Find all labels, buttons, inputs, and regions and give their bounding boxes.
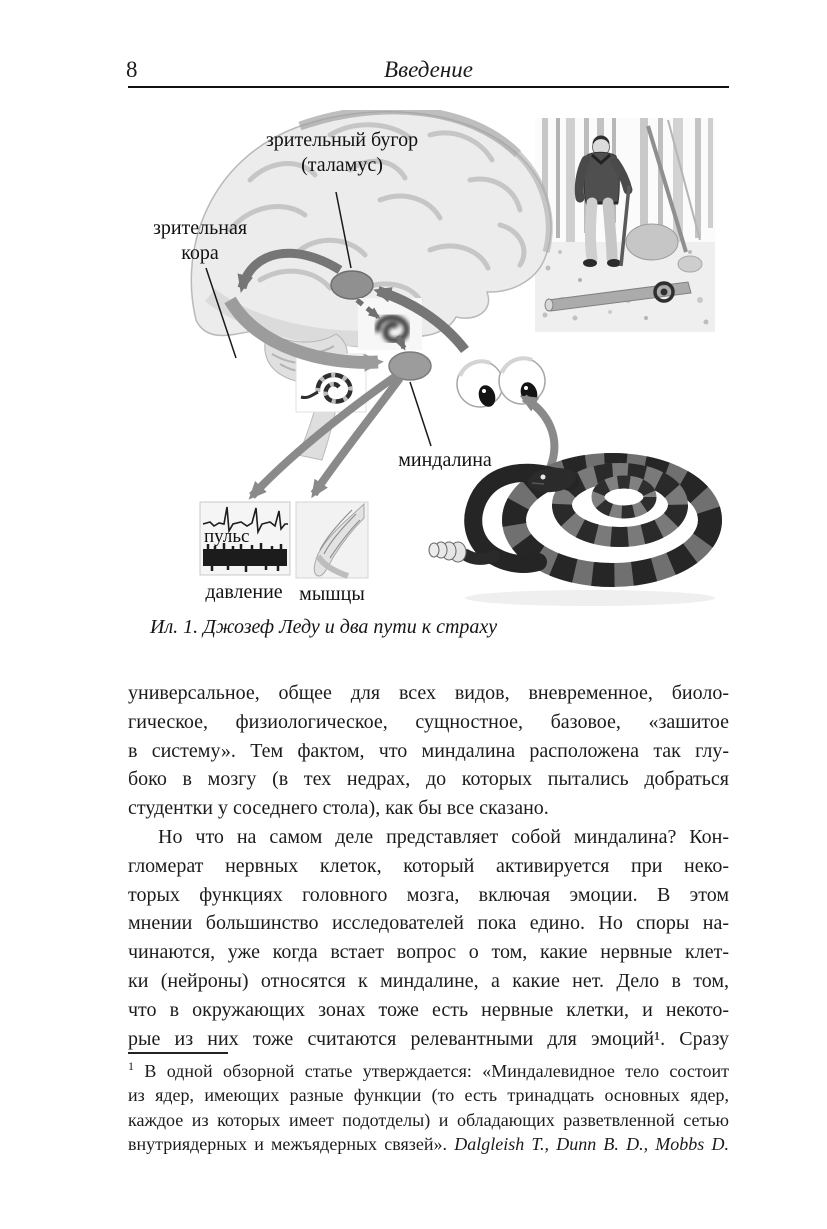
snake-rattle bbox=[429, 542, 466, 562]
figure-illustration bbox=[0, 110, 827, 622]
label-muscles: мышцы bbox=[299, 583, 365, 605]
text-line: рые из них тоже считаются релевантными для эмоций¹. Сразу bbox=[128, 1027, 729, 1050]
thalamus-node bbox=[331, 271, 373, 299]
footnote-line bbox=[128, 1083, 729, 1107]
rock bbox=[626, 224, 678, 260]
footnote-citation: Dalgleish T., Dunn B. D., Mobbs D. bbox=[454, 1134, 729, 1155]
body-text bbox=[128, 679, 729, 1053]
arrow-snake-to-eyes bbox=[524, 398, 554, 468]
text-line: Но что на самом деле представляет собой миндалина? Кон- bbox=[158, 825, 729, 848]
paragraph bbox=[128, 679, 729, 823]
label-visual-cortex-line1: зрительная bbox=[152, 217, 248, 239]
small-rock bbox=[678, 256, 702, 272]
label-pulse: пульс bbox=[204, 526, 250, 547]
text-line: торых функциях головного мозга, включая эмоции. В этом bbox=[128, 883, 729, 906]
text-line: боко в мозгу (в тех недрах, до которых пытались добраться bbox=[128, 768, 729, 791]
text-line: чинаются, уже когда встает вопрос о том, какие нервные клет- bbox=[128, 941, 729, 964]
text-line: универсальное, общее для всех видов, вневременное, биоло- bbox=[128, 682, 729, 704]
figure-caption: Ил. 1. Джозеф Леду и два пути к страху bbox=[150, 616, 498, 638]
forest-scene-illustration bbox=[535, 118, 715, 332]
text-line: студентки у соседнего стола), как бы все сказано. bbox=[128, 797, 549, 820]
footnote-line bbox=[128, 1132, 729, 1156]
header-title: Введение bbox=[384, 57, 473, 82]
label-visual-cortex bbox=[142, 216, 258, 266]
text-line: гломерат нервных клеток, который активируется при неко- bbox=[128, 854, 729, 877]
leader-line-amygdala bbox=[410, 382, 431, 446]
text-line: мнении большинство исследователей пока едино. Но споры на- bbox=[128, 912, 729, 935]
muscle-box bbox=[296, 502, 368, 578]
label-thalamus-line2: (таламус) bbox=[301, 154, 383, 176]
label-thalamus-line1: зрительный бугор bbox=[265, 129, 419, 151]
page-number: 8 bbox=[126, 57, 138, 82]
footnote-rule bbox=[128, 1052, 228, 1054]
snake-illustration bbox=[429, 465, 715, 606]
text-line: что в окружающих зонах тоже есть нервные клетки, и некото- bbox=[128, 998, 729, 1021]
header-rule bbox=[128, 86, 729, 88]
footnote bbox=[128, 1059, 729, 1157]
text-line: ки (нейроны) относятся к миндалине, а какие нет. Дело в том, bbox=[128, 969, 729, 992]
text-line: в систему». Тем фактом, что миндалина расположена так глу- bbox=[128, 739, 729, 762]
footnote-text: В одной обзорной статье утверждается: «Миндалевидное тело состоит bbox=[144, 1061, 729, 1081]
footnote-line bbox=[128, 1059, 729, 1083]
footnote-marker: 1 bbox=[128, 1059, 134, 1073]
text-line: гическое, физиологическое, сущностное, базовое, «зашитое bbox=[128, 710, 729, 733]
label-visual-cortex-line2: кора bbox=[181, 242, 219, 264]
label-pressure: давление bbox=[205, 581, 283, 603]
footnote-text: внутриядерных и межъядерных связей». bbox=[128, 1134, 455, 1155]
label-thalamus bbox=[247, 128, 437, 178]
footnote-text: каждое из которых имеет подотделы) и обладающих разветвленной сетью bbox=[128, 1109, 729, 1130]
footnote-text: из ядер, имеющих разные функции (то есть тринадцать основных ядер, bbox=[128, 1085, 729, 1106]
paragraph bbox=[128, 823, 729, 1053]
label-amygdala: миндалина bbox=[398, 449, 492, 471]
footnote-line bbox=[128, 1108, 729, 1132]
